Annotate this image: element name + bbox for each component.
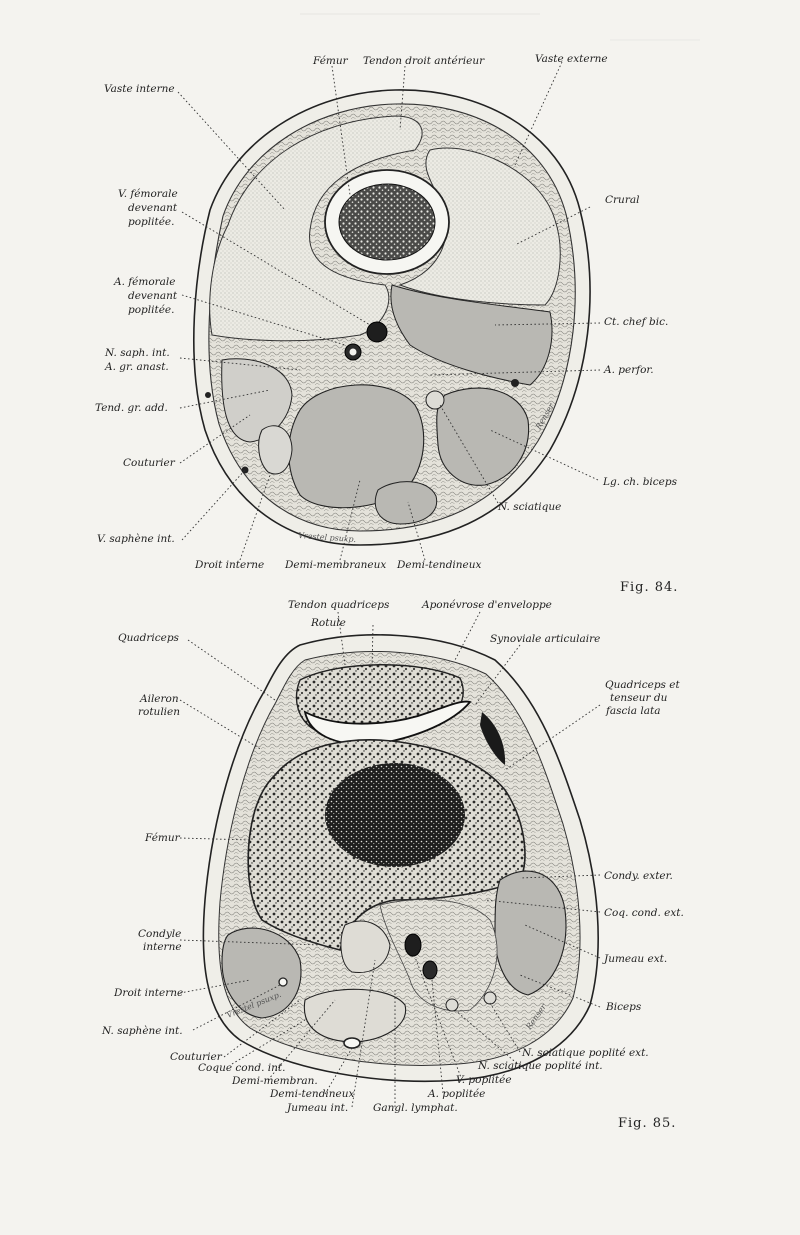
fig84-label-v-femorale-3: poplitée. (128, 216, 175, 228)
fig84-label-femur: Fémur (313, 55, 348, 67)
fig84-caption: Fig. 84. (620, 580, 679, 595)
fig84-label-ct-chef-bic: Ct. chef bic. (604, 316, 669, 328)
fig84-label-crural: Crural (605, 194, 640, 206)
fig84-label-a-gr-anast: A. gr. anast. (105, 361, 169, 373)
fig85-peroneal-nerve (484, 992, 496, 1004)
fig85-caption: Fig. 85. (618, 1116, 677, 1131)
fig85-label-aileron-1: Aileron (140, 693, 179, 705)
fig85-label-n-sciatique-poplite-ext: N. sciatique poplité ext. (522, 1047, 649, 1059)
fig85-label-v-poplitee: V. poplitée (456, 1074, 512, 1086)
fig84-label-demi-membraneux: Demi-membraneux (285, 559, 387, 571)
fig84-sciatic-nerve (426, 391, 444, 409)
fig84-label-a-femorale-1: A. fémorale (114, 276, 176, 288)
fig84-label-droit-interne: Droit interne (195, 559, 265, 571)
fig85-label-jumeau-int: Jumeau int. (287, 1102, 349, 1114)
fig84-saphenous-vein (242, 467, 249, 474)
fig85-label-femur: Fémur (145, 832, 180, 844)
fig85-label-coq-cond-ext: Coq. cond. ext. (604, 907, 684, 919)
fig-85-knee-section (101, 599, 684, 1131)
fig85-popliteal-artery (423, 961, 437, 979)
fig84-engraver-signature-2: Renser (533, 401, 557, 431)
fig84-label-n-sciatique: N. sciatique (498, 501, 562, 513)
fig84-label-a-femorale-3: poplitée. (128, 304, 175, 316)
fig84-label-tend-gr-add: Tend. gr. add. (95, 402, 168, 414)
fig84-label-v-femorale-2: devenant (128, 202, 178, 214)
fig84-femur-marrow (339, 184, 435, 260)
fig85-label-condyle-interne-2: interne (143, 941, 182, 953)
fig85-label-quadriceps: Quadriceps (118, 632, 179, 644)
fig85-label-quadriceps-tenseur-3: fascia lata (606, 705, 661, 717)
fig84-engraver-signature: Vrestel psuxp. (297, 531, 357, 545)
fig85-label-demi-membran: Demi-membran. (232, 1075, 318, 1087)
fig85-lymph-node (344, 1038, 360, 1048)
fig85-label-rotule: Rotule (311, 617, 346, 629)
fig85-label-couturier: Couturier (170, 1051, 222, 1063)
fig-84-thigh-section (95, 53, 678, 595)
fig85-label-demi-tendineux: Demi-tendineux (270, 1088, 355, 1100)
fig85-label-tendon-quadriceps: Tendon quadriceps (288, 599, 390, 611)
fig85-label-jumeau-ext: Jumeau ext. (604, 953, 668, 965)
fig84-label-vaste-externe: Vaste externe (535, 53, 608, 65)
fig84-small-vessel (205, 392, 211, 398)
fig84-label-vaste-interne: Vaste interne (104, 83, 175, 95)
fig85-popliteal-vein (405, 934, 421, 956)
fig84-label-couturier: Couturier (123, 457, 175, 469)
fig85-label-condy-exter: Condy. exter. (604, 870, 673, 882)
fig85-label-a-poplitee: A. poplitée (428, 1088, 486, 1100)
fig85-label-droit-interne: Droit interne (114, 987, 184, 999)
fig85-label-condyle-interne-1: Condyle (138, 928, 182, 940)
fig85-engraver-signature-2: Renser (524, 1002, 549, 1032)
fig85-saphenous-vessel (279, 978, 287, 986)
fig84-label-tendon-droit-anterieur: Tendon droit antérieur (363, 55, 485, 67)
fig84-gracilis (259, 426, 292, 474)
fig84-femoral-artery-lumen (350, 349, 357, 356)
fig84-label-n-saph-int: N. saph. int. (105, 347, 170, 359)
fig85-label-gangl-lymphat: Gangl. lymphat. (373, 1102, 458, 1114)
fig85-label-aponevrose: Aponévrose d'enveloppe (422, 599, 552, 611)
header-remnants (300, 14, 700, 40)
fig84-label-v-femorale-1: V. fémorale (118, 188, 178, 200)
fig85-femur-dense-core (325, 763, 465, 867)
fig84-femoral-vein (367, 322, 387, 342)
fig85-label-quadriceps-tenseur-2: tenseur du (610, 692, 668, 704)
fig84-label-lg-ch-biceps: Lg. ch. biceps (603, 476, 677, 488)
fig84-label-v-saphene-int: V. saphène int. (97, 533, 175, 545)
fig84-semitendinosus (375, 482, 436, 524)
fig85-engraver-signature: Vrestel psuxp. (225, 989, 283, 1020)
fig85-label-quadriceps-tenseur-1: Quadriceps et (605, 679, 680, 691)
fig85-label-n-saphene-int: N. saphène int. (102, 1025, 183, 1037)
fig84-label-a-femorale-2: devenant (128, 290, 178, 302)
fig85-label-coque-cond-int: Coque cond. int. (198, 1062, 286, 1074)
fig84-perforating-artery (511, 379, 519, 387)
fig85-label-n-sciatique-poplite-int: N. sciatique poplité int. (478, 1060, 603, 1072)
fig84-label-a-perfor: A. perfor. (604, 364, 654, 376)
fig85-label-synoviale: Synoviale articulaire (490, 633, 601, 645)
fig85-label-biceps: Biceps (606, 1001, 642, 1013)
fig85-tibial-nerve (446, 999, 458, 1011)
fig85-label-aileron-2: rotulien (138, 706, 181, 718)
fig84-label-demi-tendineux: Demi-tendineux (397, 559, 482, 571)
